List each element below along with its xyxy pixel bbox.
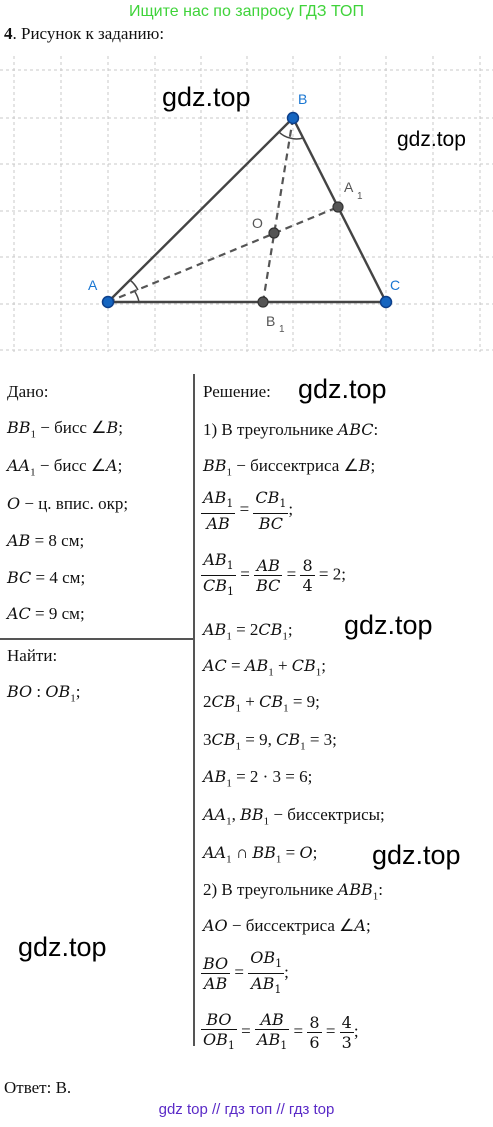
solution-header: Решение: (203, 382, 271, 401)
solution-line: 2) В треугольнике $ABB_1$: (203, 880, 383, 903)
label-b: B (298, 91, 308, 107)
given-header: Дано: (7, 382, 49, 401)
given-line: BC = 4 см; (7, 568, 86, 587)
label-a: A (88, 277, 98, 293)
bisectors (108, 118, 338, 302)
find-header: Найти: (7, 646, 58, 665)
given-line: O − ц. впис. окр; (7, 494, 129, 513)
watermark: gdz.top (162, 82, 251, 112)
solution-line: 1) В треугольнике ABC: (203, 420, 379, 439)
solution-line: AC = $AB_1 + CB_1$; (203, 656, 327, 679)
label-c: C (390, 277, 401, 293)
watermark: gdz.top (18, 932, 107, 962)
given-line: AB = 8 см; (7, 531, 85, 550)
given-line: $AA_1$ − бисс ∠A; (7, 456, 123, 479)
column-divider (193, 374, 195, 1046)
solution-line: $AA_1$ ∩ $BB_1 = O$; (203, 843, 318, 866)
solution-line: AO − биссектриса ∠A; (203, 916, 371, 935)
label-o: O (252, 215, 263, 231)
task-title (4, 24, 164, 44)
solution-fraction-line: $\frac{BO}{AB}$ = $\frac{OB_1}{AB_1}$ ; (203, 948, 289, 997)
watermark: gdz.top (298, 374, 387, 404)
label-b1: B (266, 313, 276, 329)
given-line: AC = 9 см; (7, 604, 85, 623)
find-line: BO : $OB_1$; (7, 682, 81, 705)
watermark: gdz.top (372, 840, 461, 870)
solution-fraction-line: $\frac{AB_1}{AB}$ = $\frac{CB_1}{BC}$ ; (203, 488, 294, 534)
watermark: gdz.top (397, 128, 466, 151)
answer: Ответ: B. (4, 1078, 72, 1097)
task-number: 4 (4, 24, 13, 43)
label-a1-sub: 1 (357, 191, 363, 202)
solution-line: $2CB_1 + CB_1 = 9$; (203, 692, 320, 715)
footer-links[interactable]: gdz top // гдз топ // гдз top (158, 1101, 335, 1118)
solution-line: $AA_1$, $BB_1$ − биссектрисы; (203, 805, 385, 828)
given-divider (0, 638, 193, 640)
solution-line: $BB_1$ − биссектриса ∠B; (203, 456, 376, 479)
solution-line: $3CB_1 = 9$, $CB_1 = 3$; (203, 730, 337, 753)
solution-fraction-line: $\frac{AB_1}{CB_1}$ = $\frac{AB}{BC}$ = $\frac{8}{4}$ = 2; (203, 550, 346, 599)
top-banner: Ищите нас по запросу ГДЗ ТОП (129, 3, 364, 20)
given-line: $BB_1$ − бисс ∠B; (7, 418, 123, 441)
solution-line: $AB_1 = 2 \cdot 3 = 6$; (203, 767, 313, 790)
solution-fraction-line: $\frac{BO}{OB_1}$ = $\frac{AB}{AB_1}$ = $\frac{8}{6}$ = $\frac{4}{3}$ ; (203, 1010, 359, 1053)
watermark: gdz.top (344, 610, 433, 640)
label-b1-sub: 1 (279, 324, 285, 335)
label-a1: A (344, 179, 354, 195)
solution-line: $AB_1 = 2CB_1$; (203, 620, 293, 643)
task-title-text: . Рисунок к заданию: (12, 24, 165, 43)
